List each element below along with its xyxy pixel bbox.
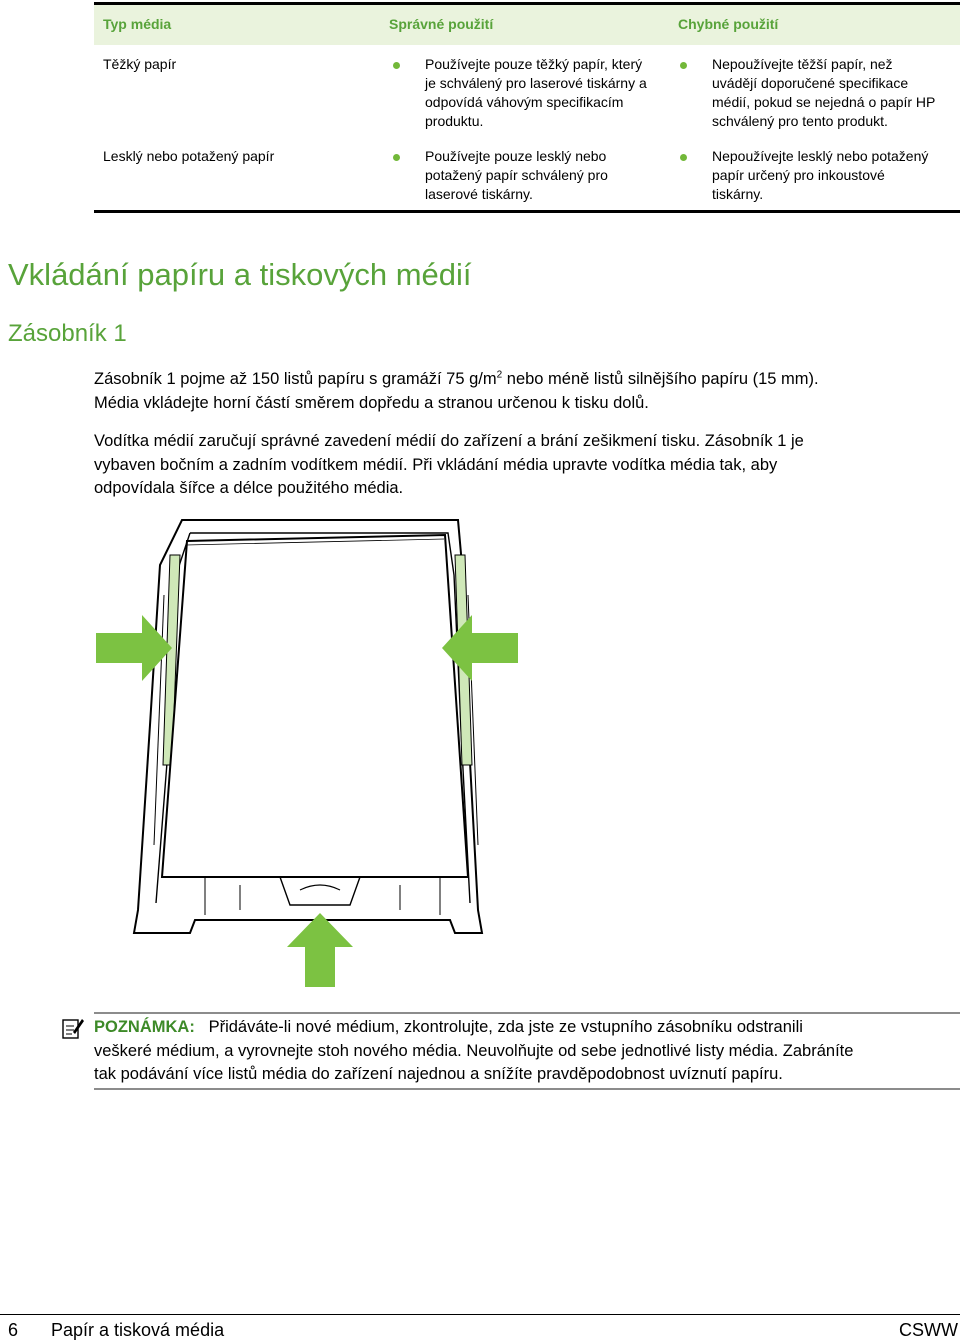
tray-loading-illustration [90, 515, 590, 990]
note-label: POZNÁMKA: [94, 1018, 195, 1036]
table-header-correct: Správné použití [389, 16, 494, 32]
note-bottom-rule [94, 1088, 960, 1090]
footer-brand: CSWW [899, 1320, 958, 1340]
paragraph-capacity: Zásobník 1 pojme až 150 listů papíru s gramáží 75 $g/m^2$ nebo méně listů silnějšího papíru (15 mm). Média vkládejte horní částí směrem dopředu a stranou určenou k tisku dolů. [94, 369, 819, 412]
footer-chapter: Papír a tisková média [51, 1320, 225, 1340]
note-text: POZNÁMKA: Přidáváte-li nové médium, zkontrolujte, zda jste ze vstupního zásobníku odstranili veškeré médium, a vyrovnejte stoh nového média. Neuvolňujte od sebe jednotlivé listy média. Zabráníte tak podávání více listů média do zařízení najednou a snížíte pravděpodobnost uvíznutí papíru. [94, 1018, 854, 1083]
section-subtitle: Zásobník 1 [8, 320, 127, 347]
table-header-row [94, 5, 960, 45]
table-header-wrong: Chybné použití [678, 16, 779, 32]
bullet-dot-icon [680, 154, 687, 161]
table-row-2-wrong: Nepoužívejte lesklý nebo potažený papír určený pro inkoustové tiskárny. [712, 148, 929, 202]
arrow-up-icon [287, 913, 353, 987]
bullet-dot-icon [393, 62, 400, 69]
table-row-1-correct: Používejte pouze těžký papír, který je schválený pro laserové tiskárny a odpovídá váhovým specifikacím produktu. [425, 56, 647, 129]
table-header-type: Typ média [103, 16, 172, 32]
table-row-2-correct: Používejte pouze lesklý nebo potažený papír schválený pro laserové tiskárny. [425, 148, 608, 202]
table-row-2-type: Lesklý nebo potažený papír [103, 148, 275, 164]
bullet-dot-icon [680, 62, 687, 69]
note-pencil-icon [62, 1016, 84, 1040]
footer-rule [0, 1314, 960, 1315]
footer-page-number: 6 [8, 1320, 19, 1340]
table-row-1-wrong: Nepoužívejte těžší papír, než uvádějí doporučené specifikace médií, pokud se nejedná o papír HP schválený pro tento produkt. [712, 56, 936, 129]
table-row-1-type: Těžký papír [103, 56, 177, 72]
section-title: Vkládání papíru a tiskových médií [8, 257, 472, 292]
table-bottom-rule [94, 210, 960, 213]
note-top-rule [94, 1012, 960, 1014]
bullet-dot-icon [393, 154, 400, 161]
paper-stack [162, 535, 468, 877]
paragraph-guides: Vodítka médií zaručují správné zavedení médií do zařízení a brání zešikmení tisku. Zásobník 1 je vybaven bočním a zadním vodítkem médií. Při vkládání média upravte vodítka média tak, aby odpovídala šířce a délce použitého média. [94, 432, 804, 497]
